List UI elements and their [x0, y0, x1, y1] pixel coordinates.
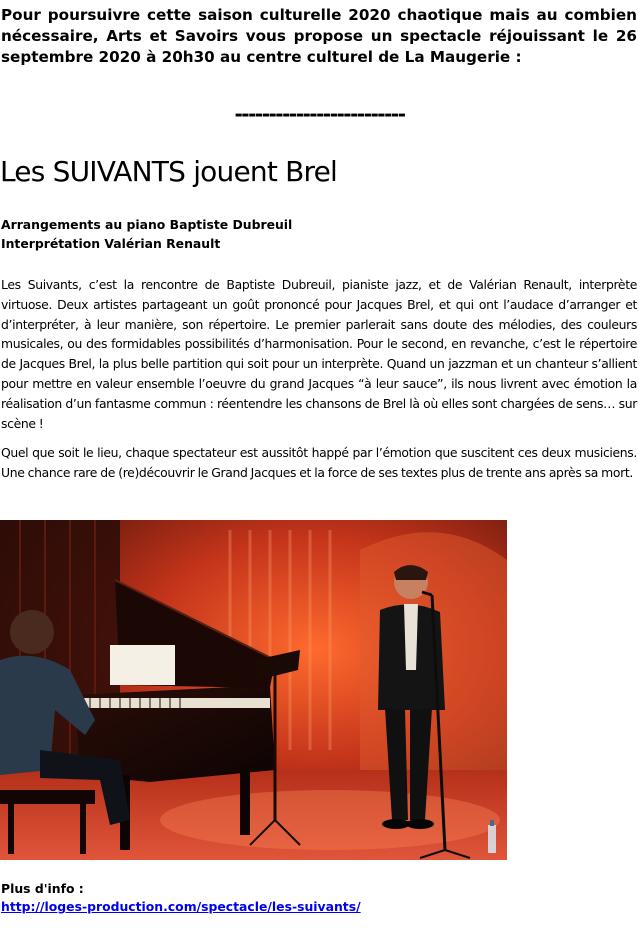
more-info-link[interactable]: http://loges-production.com/spectacle/les-suivants/: [1, 899, 361, 914]
credits: [1, 215, 292, 253]
concert-photo: [0, 520, 507, 860]
description-paragraph: Les Suivants, c’est la rencontre de Baptiste Dubreuil, pianiste jazz, et de Valérian Renault, interprète virtuose. Deux artistes partageant un goût prononcé pour Jacques Brel, et qui ont l’audace d’arranger et d’interpréter, à leur manière, son répertoire. Le premier parlerait sans doute des mélodies, des couleurs musicales, ou des formidables possibilités d’harmonisation. Pour le second, en revanche, c’est le répertoire de Jacques Brel, la plus belle partition qui soit pour un interprète. Quand un jazzman et un chanteur s’allient pour mettre en valeur ensemble l’oeuvre du grand Jacques “à leur sauce”, ils nous livrent avec émotion la réalisation d’un fantasme commun : réentendre les chansons de Brel là où elles sont chargées de sens… sur scène !: [1, 277, 637, 431]
intro-paragraph: Pour poursuivre cette saison culturelle 2020 chaotique mais au combien nécessaire, Arts et Savoirs vous propose un spectacle réjouissant le 26 septembre 2020 à 20h30 au centre culturel de La Maugerie :: [1, 6, 637, 66]
page-title: Les SUIVANTS jouent Brel: [0, 155, 338, 188]
credit-voice: Interprétation Valérian Renault: [1, 236, 221, 251]
separator-line: -------------------------: [234, 102, 405, 126]
more-info: [1, 880, 361, 916]
credit-piano: Arrangements au piano Baptiste Dubreuil: [1, 217, 293, 232]
more-info-label: Plus d'info :: [1, 881, 84, 896]
description-paragraph: Quel que soit le lieu, chaque spectateur est aussitôt happé par l’émotion que suscitent ces deux musiciens. Une chance rare de (re)découvrir le Grand Jacques et la force de ses textes plus de trente ans après sa mort.: [1, 445, 637, 480]
